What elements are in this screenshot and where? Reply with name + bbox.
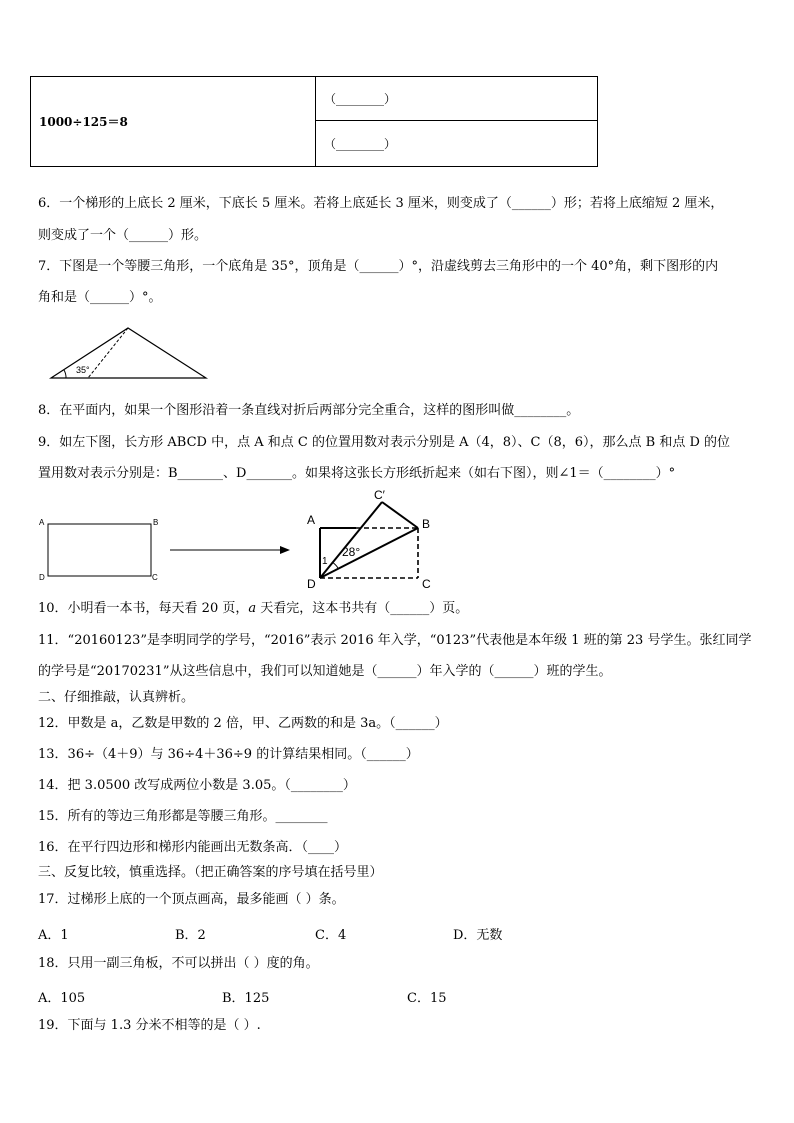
question-10: 10．小明看一本书，每天看 20 页，𝑎 天看完，这本书共有（______）页。 bbox=[38, 601, 469, 616]
question-19: 19．下面与 1.3 分米不相等的是（ ）. bbox=[38, 1018, 261, 1033]
q17-option-c[interactable]: C．4 bbox=[315, 928, 347, 943]
label-c-prime: C′ bbox=[374, 488, 385, 502]
question-7-line-2: 角和是（______）°。 bbox=[38, 290, 162, 305]
question-11-line-2: 的学号是“20170231”从这些信息中，我们可以知道她是（______）年入学的（______）班的学生。 bbox=[38, 664, 612, 679]
label-c-right: C bbox=[422, 577, 431, 591]
question-9-line-1: 9．如左下图，长方形 ABCD 中，点 A 和点 C 的位置用数对表示分别是 A（4，8）、C（8，6），那么点 B 和点 D 的位 bbox=[38, 435, 731, 450]
label-a-right: A bbox=[307, 513, 316, 527]
cut-dashed-line bbox=[88, 328, 128, 378]
question-13: 13．36÷（4＋9）与 36÷4＋36÷9 的计算结果相同。（______） bbox=[38, 747, 419, 762]
question-18: 18．只用一副三角板，不可以拼出（ ）度的角。 bbox=[38, 956, 319, 971]
label-a: A bbox=[39, 518, 45, 527]
label-b-right: B bbox=[422, 517, 431, 531]
q18-option-c[interactable]: C．15 bbox=[407, 991, 447, 1006]
section-2-heading: 二、仔细推敲，认真辨析。 bbox=[38, 690, 195, 705]
q18-option-a[interactable]: A．105 bbox=[38, 991, 86, 1006]
q17-option-d[interactable]: D．无数 bbox=[453, 928, 503, 943]
label-c: C bbox=[152, 573, 158, 582]
question-6-line-1: 6．一个梯形的上底长 2 厘米，下底长 5 厘米。若将上底延长 3 厘米，则变成了（______）形；若将上底缩短 2 厘米， bbox=[38, 196, 724, 211]
angle-label-35: 35° bbox=[76, 365, 90, 375]
table-blank-2[interactable]: （________） bbox=[316, 121, 598, 167]
arrow-head bbox=[280, 546, 290, 554]
isosceles-triangle-figure bbox=[46, 324, 216, 386]
question-8: 8．在平面内，如果一个图形沿着一条直线对折后两部分完全重合，这样的图形叫做________。 bbox=[38, 403, 580, 418]
folded-rectangle-figure bbox=[298, 488, 444, 594]
q17-option-b[interactable]: B．2 bbox=[175, 928, 206, 943]
arrow-figure bbox=[168, 542, 292, 558]
folded-edge-c-prime-b bbox=[382, 502, 418, 528]
fold-line-db bbox=[320, 528, 418, 578]
question-14: 14．把 3.0500 改写成两位小数是 3.05。（________） bbox=[38, 778, 356, 793]
folded-edge-dc-prime bbox=[320, 502, 382, 578]
question-16: 16．在平行四边形和梯形内能画出无数条高．（____） bbox=[38, 840, 348, 855]
question-15: 15．所有的等边三角形都是等腰三角形。________ bbox=[38, 809, 328, 824]
question-12: 12．甲数是 a，乙数是甲数的 2 倍，甲、乙两数的和是 3a。（______） bbox=[38, 716, 448, 731]
question-9-line-2: 置用数对表示分别是：B_______、D_______。如果将这张长方形纸折起来（如右下图），则∠1＝（________）° bbox=[38, 466, 676, 481]
label-angle-28: 28° bbox=[342, 545, 361, 559]
label-d-right: D bbox=[307, 577, 316, 591]
angle-arc bbox=[64, 370, 66, 378]
table-blank-1[interactable]: （________） bbox=[316, 77, 598, 121]
triangle-outline bbox=[51, 328, 206, 378]
question-11-line-1: 11．“20160123”是李明同学的学号，“2016”表示 2016 年入学，“0123”代表他是本年级 1 班的第 23 号学生。张红同学 bbox=[38, 633, 752, 648]
section-3-heading: 三、反复比较，慎重选择。（把正确答案的序号填在括号里） bbox=[38, 865, 383, 880]
q17-option-a[interactable]: A．1 bbox=[38, 928, 69, 943]
answer-table bbox=[30, 76, 598, 167]
label-d: D bbox=[39, 573, 45, 582]
angle-28-arc bbox=[332, 562, 338, 568]
rectangle-abcd-figure bbox=[36, 516, 166, 586]
q18-option-b[interactable]: B．125 bbox=[222, 991, 270, 1006]
label-b: B bbox=[153, 518, 159, 527]
question-6-line-2: 则变成了一个（______）形。 bbox=[38, 228, 208, 243]
rectangle-outline bbox=[48, 524, 151, 576]
table-equation: 1000÷125＝8 bbox=[31, 77, 316, 167]
label-angle-1: 1 bbox=[322, 556, 328, 567]
question-17: 17．过梯形上底的一个顶点画高，最多能画（ ）条。 bbox=[38, 892, 345, 907]
question-7-line-1: 7．下图是一个等腰三角形，一个底角是 35°，顶角是（______）°，沿虚线剪去三角形中的一个 40°角，剩下图形的内 bbox=[38, 259, 719, 274]
